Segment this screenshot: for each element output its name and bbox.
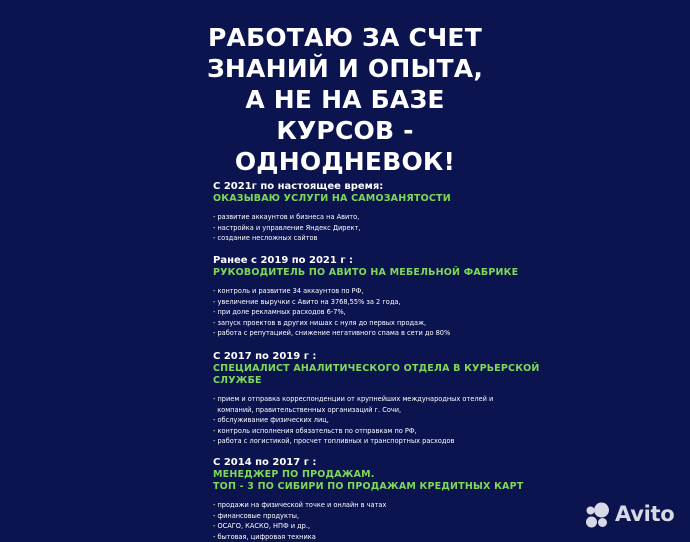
experience-role-line: ОКАЗЫВАЮ УСЛУГИ НА САМОЗАНЯТОСТИ bbox=[213, 193, 503, 205]
experience-role-line: СПЕЦИАЛИСТ АНАЛИТИЧЕСКОГО ОТДЕЛА В КУРЬЕРСКОЙ bbox=[213, 363, 503, 375]
experience-item: - контроль исполнения обязательств по отправкам по РФ, bbox=[213, 426, 503, 437]
experience-period: С 2021г по настоящее время: bbox=[213, 181, 503, 193]
avito-logo-text: Avito bbox=[615, 502, 674, 526]
headline-line: КУРСОВ - bbox=[170, 115, 520, 146]
experience-item: - развитие аккаунтов и бизнеса на Авито, bbox=[213, 212, 503, 223]
experience-section bbox=[213, 255, 503, 339]
experience-item: - прием и отправка корреспонденции от крупнейших международных отелей и bbox=[213, 394, 503, 405]
experience-section bbox=[213, 457, 503, 542]
experience-item: - продажи на физической точке и онлайн в чатах bbox=[213, 500, 503, 511]
experience-role bbox=[213, 193, 503, 205]
experience-items bbox=[213, 394, 503, 447]
experience-item: - запуск проектов в других нишах с нуля до первых продаж, bbox=[213, 318, 503, 329]
avito-watermark bbox=[584, 500, 674, 528]
headline bbox=[170, 22, 520, 177]
experience-item: компаний, правительственных организаций г. Сочи, bbox=[213, 405, 503, 416]
experience-item: - контроль и развитие 34 аккаунтов по РФ, bbox=[213, 286, 503, 297]
experience-item: - финансовые продукты, bbox=[213, 511, 503, 522]
experience-role-line: МЕНЕДЖЕР ПО ПРОДАЖАМ. bbox=[213, 469, 503, 481]
experience-item: - ОСАГО, КАСКО, НПФ и др., bbox=[213, 521, 503, 532]
experience-items bbox=[213, 500, 503, 542]
experience-period: Ранее с 2019 по 2021 г : bbox=[213, 255, 503, 267]
experience-item: - создание несложных сайтов bbox=[213, 233, 503, 244]
experience-section bbox=[213, 351, 503, 447]
headline-line: А НЕ НА БАЗЕ bbox=[170, 84, 520, 115]
experience-role bbox=[213, 363, 503, 387]
experience-role bbox=[213, 267, 503, 279]
experience-item: - при доле рекламных расходов 6-7%, bbox=[213, 307, 503, 318]
experience-item: - работа с логистикой, просчет топливных и транспортных расходов bbox=[213, 436, 503, 447]
experience-item: - обслуживание физических лиц, bbox=[213, 415, 503, 426]
experience-role-line: РУКОВОДИТЕЛЬ ПО АВИТО НА МЕБЕЛЬНОЙ ФАБРИКЕ bbox=[213, 267, 503, 279]
experience-item: - настройка и управление Яндекс Директ, bbox=[213, 223, 503, 234]
experience-period: С 2014 по 2017 г : bbox=[213, 457, 503, 469]
headline-line: ЗНАНИЙ И ОПЫТА, bbox=[170, 53, 520, 84]
experience-item: - бытовая, цифровая техника bbox=[213, 532, 503, 542]
experience-item: - работа с репутацией, снижение негативного спама в сети до 80% bbox=[213, 328, 503, 339]
experience-role bbox=[213, 469, 503, 493]
experience-role-line: СЛУЖБЕ bbox=[213, 375, 503, 387]
avito-logo-icon bbox=[584, 501, 611, 528]
experience-role-line: ТОП - 3 ПО СИБИРИ ПО ПРОДАЖАМ КРЕДИТНЫХ КАРТ bbox=[213, 481, 503, 493]
experience-items bbox=[213, 212, 503, 244]
experience-item: - увеличение выручки с Авито на 3768,55% за 2 года, bbox=[213, 297, 503, 308]
headline-line: РАБОТАЮ ЗА СЧЕТ bbox=[170, 22, 520, 53]
experience-items bbox=[213, 286, 503, 339]
experience-section bbox=[213, 181, 503, 244]
headline-line: ОДНОДНЕВОК! bbox=[170, 146, 520, 177]
experience-period: С 2017 по 2019 г : bbox=[213, 351, 503, 363]
